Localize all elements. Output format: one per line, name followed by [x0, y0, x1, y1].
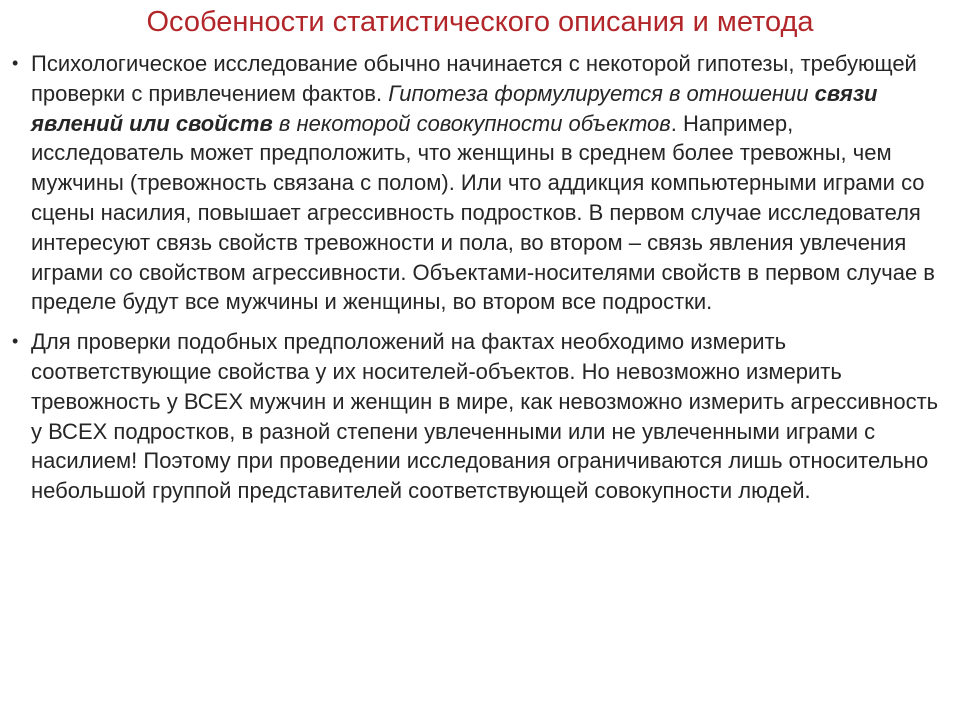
bullet-run: связи явлений или свойств — [31, 80, 878, 136]
bullet-text — [31, 329, 938, 503]
bullet-dot-icon: • — [12, 53, 19, 73]
bullet-run: Гипотеза формулируется в отношении — [388, 80, 815, 106]
bullet-run: Для проверки подобных предположений на фактах необходимо измерить соответствующие свойства у их носителей-объектов. Но невозможно измерить тревожность у ВСЕХ мужчин и женщин в мире, как невозможно измерить агрессивность у ВСЕХ подростков, в разной степени увлеченными или не увлеченными играми с насилием! Поэтому при проведении исследования ограничиваются лишь относительно небольшой группой представителей соответствующей совокупности людей. — [31, 329, 939, 504]
bullet-run: в некоторой совокупности объектов — [272, 110, 671, 136]
bullet-run: . Например, исследователь может предположить, что женщины в среднем более тревожны, чем мужчины (тревожность связана с полом). Или что аддикция компьютерными играми со сцены насилия, повышает агрессивность подростков. В первом случае исследователя интересуют связь свойств тревожности и пола, во втором – связь явления увлечения играми со свойством агрессивности. Объектами-носителями свойств в первом случае в пределе будут все мужчины и женщины, во втором все подростки. — [31, 110, 935, 315]
bullet-item — [12, 327, 947, 506]
bullet-list — [12, 49, 947, 516]
bullet-item — [12, 49, 947, 317]
bullet-run: Психологическое исследование обычно начинается с некоторой гипотезы, требующей проверки с привлечением фактов. — [31, 51, 917, 106]
bullet-dot-icon: • — [12, 331, 19, 352]
slide-title: Особенности статистического описания и метода — [146, 6, 814, 38]
bullet-text — [31, 51, 935, 314]
